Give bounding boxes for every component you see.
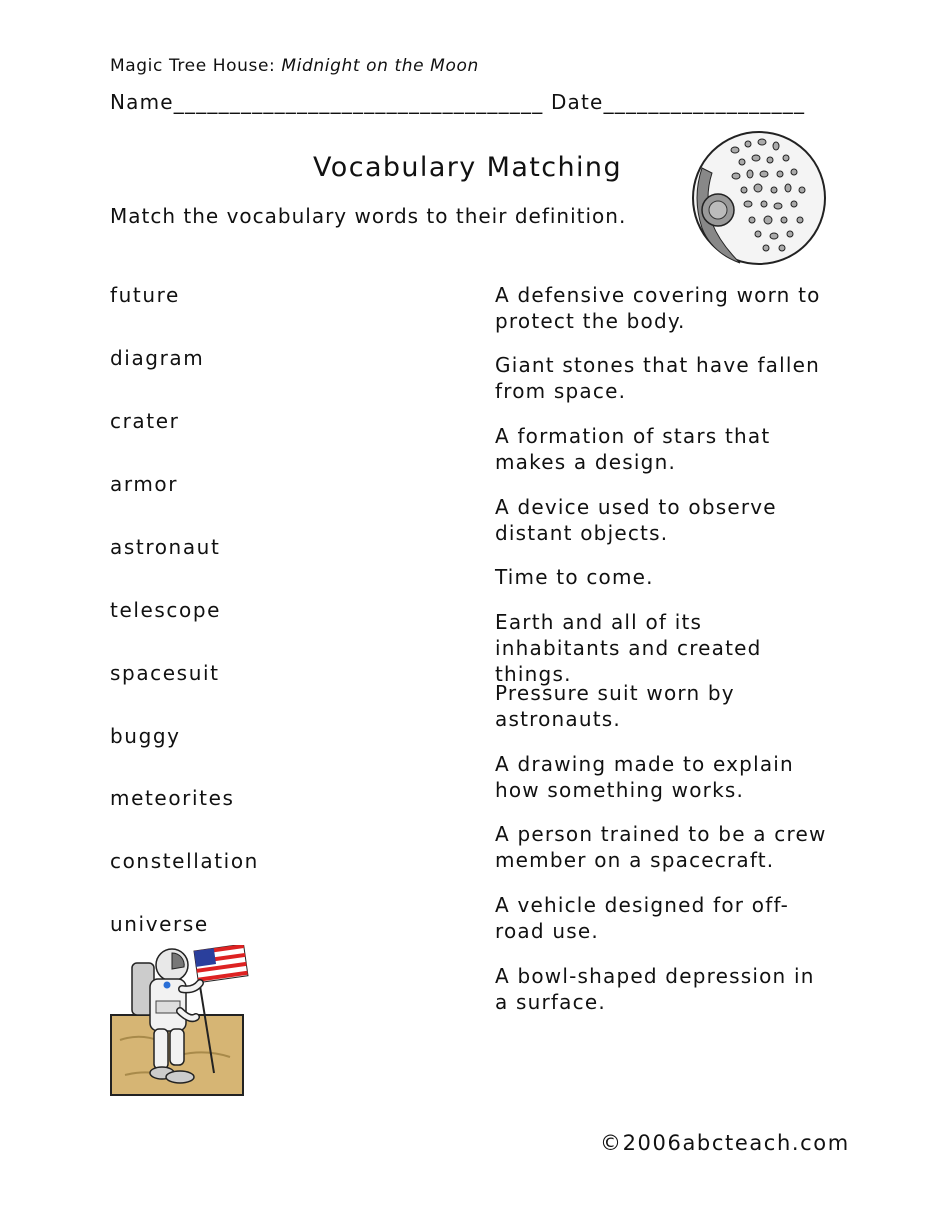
word-item: universe bbox=[110, 912, 209, 936]
definition-item: A device used to observe distant objects. bbox=[495, 495, 777, 545]
astronaut-illustration bbox=[110, 945, 250, 1097]
word-item: spacesuit bbox=[110, 661, 220, 685]
word-item: diagram bbox=[110, 346, 205, 370]
definition-item: A person trained to be a crew member on a spacecraft. bbox=[495, 822, 827, 872]
definition-item: Time to come. bbox=[495, 565, 654, 589]
page-title: Vocabulary Matching bbox=[313, 152, 622, 183]
definition-item: A vehicle designed for off-road use. bbox=[495, 893, 790, 943]
word-item: telescope bbox=[110, 598, 222, 622]
definition-item: A defensive covering worn to protect the body. bbox=[495, 283, 821, 333]
definition-item: A bowl-shaped depression in a surface. bbox=[495, 964, 815, 1014]
series-label: Magic Tree House: bbox=[110, 56, 276, 76]
moon-illustration bbox=[690, 128, 828, 268]
instructions: Match the vocabulary words to their definition. bbox=[110, 204, 627, 228]
book-title: Midnight on the Moon bbox=[281, 56, 479, 76]
word-item: meteorites bbox=[110, 786, 235, 810]
word-item: armor bbox=[110, 472, 179, 496]
definition-item: A drawing made to explain how something works. bbox=[495, 752, 794, 802]
book-line bbox=[110, 56, 479, 76]
word-item: constellation bbox=[110, 849, 259, 873]
word-item: buggy bbox=[110, 724, 181, 748]
name-date-line: Name_________________________________ Date__________________ bbox=[110, 90, 806, 114]
definition-item: Earth and all of its inhabitants and created things. bbox=[495, 610, 762, 686]
word-item: crater bbox=[110, 409, 180, 433]
copyright: ©2006abcteach.com bbox=[600, 1131, 850, 1155]
definition-item: Pressure suit worn by astronauts. bbox=[495, 681, 735, 731]
word-item: future bbox=[110, 283, 180, 307]
word-item: astronaut bbox=[110, 535, 221, 559]
definition-item: A formation of stars that makes a design. bbox=[495, 424, 771, 474]
definition-item: Giant stones that have fallen from space. bbox=[495, 353, 821, 403]
